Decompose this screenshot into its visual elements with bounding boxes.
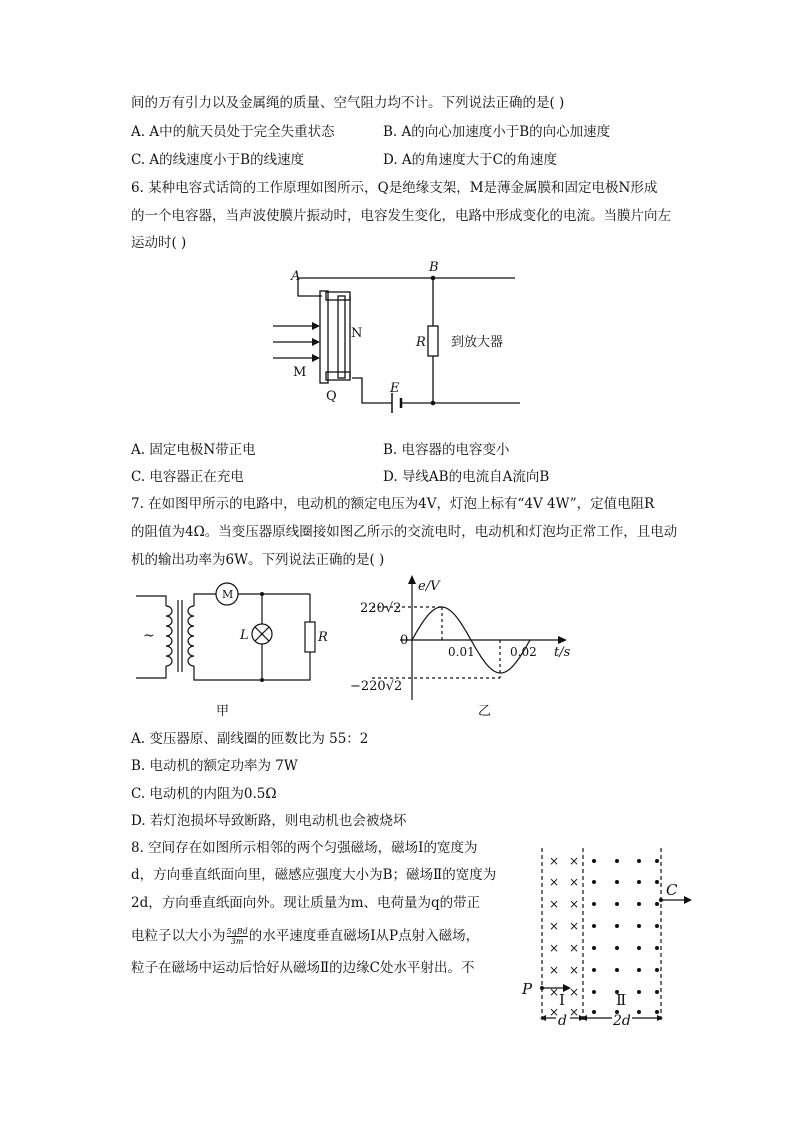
q8-line-5: 粒子在磁场中运动后恰好从磁场Ⅱ的边缘C处水平射出。不 [131, 960, 475, 976]
cross-mark: × [569, 1005, 580, 1019]
q8-line-4-b: 的水平速度垂直磁场Ⅰ从P点射入磁场， [248, 928, 480, 944]
dot-mark [615, 968, 619, 972]
dot-mark [592, 946, 596, 950]
dot-mark [655, 859, 659, 863]
q5-option-d: D. A的角速度大于C的角速度 [383, 152, 558, 168]
q6-stem-line-3: 运动时( ) [131, 235, 187, 251]
q6-option-d: D. 导线AB的电流自A流向B [383, 469, 550, 485]
dot-mark [615, 924, 619, 928]
label-m: M [293, 365, 307, 380]
q7-option-a: A. 变压器原、副线圈的匝数比为 55：2 [131, 731, 369, 747]
cross-mark: × [549, 963, 560, 977]
cross-mark: × [569, 985, 580, 999]
dot-mark [637, 968, 641, 972]
dot-mark [592, 990, 596, 994]
caption-yi: 乙 [478, 704, 492, 719]
label-field-i: Ⅰ [559, 991, 565, 1009]
label-n: N [351, 326, 363, 341]
y-max-label: 220√2 [360, 601, 402, 616]
fraction-numerator: 5qBd [226, 927, 248, 936]
label-e: E [390, 381, 400, 396]
label-p: P [522, 980, 533, 998]
label-c: C [666, 881, 678, 899]
question-5-stem-tail: 间的万有引力以及金属绳的质量、空气阻力均不计。下列说法正确的是( ) [131, 95, 565, 111]
tick-t1: 0.01 [448, 645, 475, 659]
dot-mark [655, 1010, 659, 1014]
q6-stem-line-1: 6. 某种电容式话筒的工作原理如图所示，Q是绝缘支架，M是薄金属膜和固定电极N形成 [131, 180, 658, 196]
label-a: A [291, 269, 301, 284]
q7-option-b: B. 电动机的额定功率为 7W [131, 758, 298, 774]
dot-mark [637, 859, 641, 863]
cross-mark: × [569, 941, 580, 955]
cross-mark: × [569, 963, 580, 977]
cross-mark: × [549, 1005, 560, 1019]
origin-label: 0 [400, 633, 409, 648]
tick-t2: 0.02 [510, 645, 537, 659]
dot-mark [637, 1010, 641, 1014]
label-field-ii: Ⅱ [616, 991, 627, 1009]
cross-mark: × [549, 985, 560, 999]
label-width-2d: 2d [613, 1013, 631, 1029]
q7-option-d: D. 若灯泡损坏导致断路，则电动机也会被烧坏 [131, 813, 407, 829]
q8-line-3: 2d，方向垂直纸面向外。现让质量为m、电荷量为q的带正 [131, 895, 481, 911]
dot-mark [655, 880, 659, 884]
point-c [659, 898, 663, 902]
y-axis-label: e/V [418, 579, 440, 594]
cross-mark: × [549, 854, 560, 868]
dot-mark [655, 924, 659, 928]
dot-mark [637, 924, 641, 928]
dot-mark [655, 902, 659, 906]
fraction-denominator: 3m [230, 937, 244, 946]
dot-mark [592, 902, 596, 906]
lamp-label: L [240, 628, 249, 643]
q5-option-b: B. A的向心加速度小于B的向心加速度 [383, 124, 611, 140]
dot-mark [655, 968, 659, 972]
cross-mark: × [549, 875, 560, 889]
dot-mark [592, 968, 596, 972]
q6-stem-line-2: 的一个电容器，当声波使膜片振动时，电容发生变化，电路中形成变化的电流。当膜片向左 [131, 208, 671, 224]
cross-mark: × [569, 919, 580, 933]
label-width-d: d [558, 1013, 567, 1029]
point-p [540, 986, 544, 990]
dot-mark [655, 946, 659, 950]
cross-mark: × [569, 897, 580, 911]
dot-mark [615, 902, 619, 906]
dot-mark [637, 946, 641, 950]
q5-option-a: A. A中的航天员处于完全失重状态 [131, 124, 335, 140]
cross-mark: × [569, 854, 580, 868]
label-to-amplifier: 到放大器 [451, 335, 504, 350]
ac-source-symbol: ~ [143, 628, 155, 644]
q6-option-c: C. 电容器正在充电 [131, 469, 244, 485]
dot-mark [637, 880, 641, 884]
label-r: R [416, 335, 426, 350]
dot-mark [655, 990, 659, 994]
dot-mark [615, 880, 619, 884]
q7-stem-line-1: 7. 在如图甲所示的电路中，电动机的额定电压为4V，灯泡上标有“4V 4W”，定值电阻R [131, 496, 655, 512]
cross-mark: × [549, 897, 560, 911]
y-min-label: −220√2 [350, 679, 403, 694]
cross-mark: × [569, 875, 580, 889]
q7-stem-line-2: 的阻值为4Ω。当变压器原线圈接如图乙所示的交流电时，电动机和灯泡均正常工作，且电动 [131, 524, 678, 540]
cross-mark: × [549, 941, 560, 955]
dot-mark [615, 946, 619, 950]
dot-mark [592, 924, 596, 928]
q7-stem-line-3: 机的输出功率为6W。下列说法正确的是( ) [131, 552, 385, 568]
q5-option-c: C. A的线速度小于B的线速度 [131, 152, 305, 168]
cross-mark: × [549, 919, 560, 933]
caption-jia: 甲 [216, 704, 230, 719]
q6-option-b: B. 电容器的电容变小 [383, 442, 510, 458]
dot-mark [637, 990, 641, 994]
dot-mark [615, 859, 619, 863]
q7-option-c: C. 电动机的内阻为0.5Ω [131, 786, 277, 802]
q8-line-1: 8. 空间存在如图所示相邻的两个匀强磁场，磁场Ⅰ的宽度为 [131, 840, 478, 856]
q8-line-2: d，方向垂直纸面向里，磁感应强度大小为B；磁场Ⅱ的宽度为 [131, 867, 497, 883]
x-axis-label: t/s [554, 645, 571, 660]
motor-label: M [222, 588, 234, 601]
q8-line-4-a: 电粒子以大小为 [131, 928, 226, 944]
dot-mark [592, 859, 596, 863]
label-q: Q [326, 389, 337, 404]
dot-mark [592, 880, 596, 884]
label-b: B [429, 260, 439, 275]
dot-mark [592, 1010, 596, 1014]
dot-mark [637, 902, 641, 906]
q6-option-a: A. 固定电极N带正电 [131, 442, 256, 458]
resistor-label: R [318, 630, 328, 645]
